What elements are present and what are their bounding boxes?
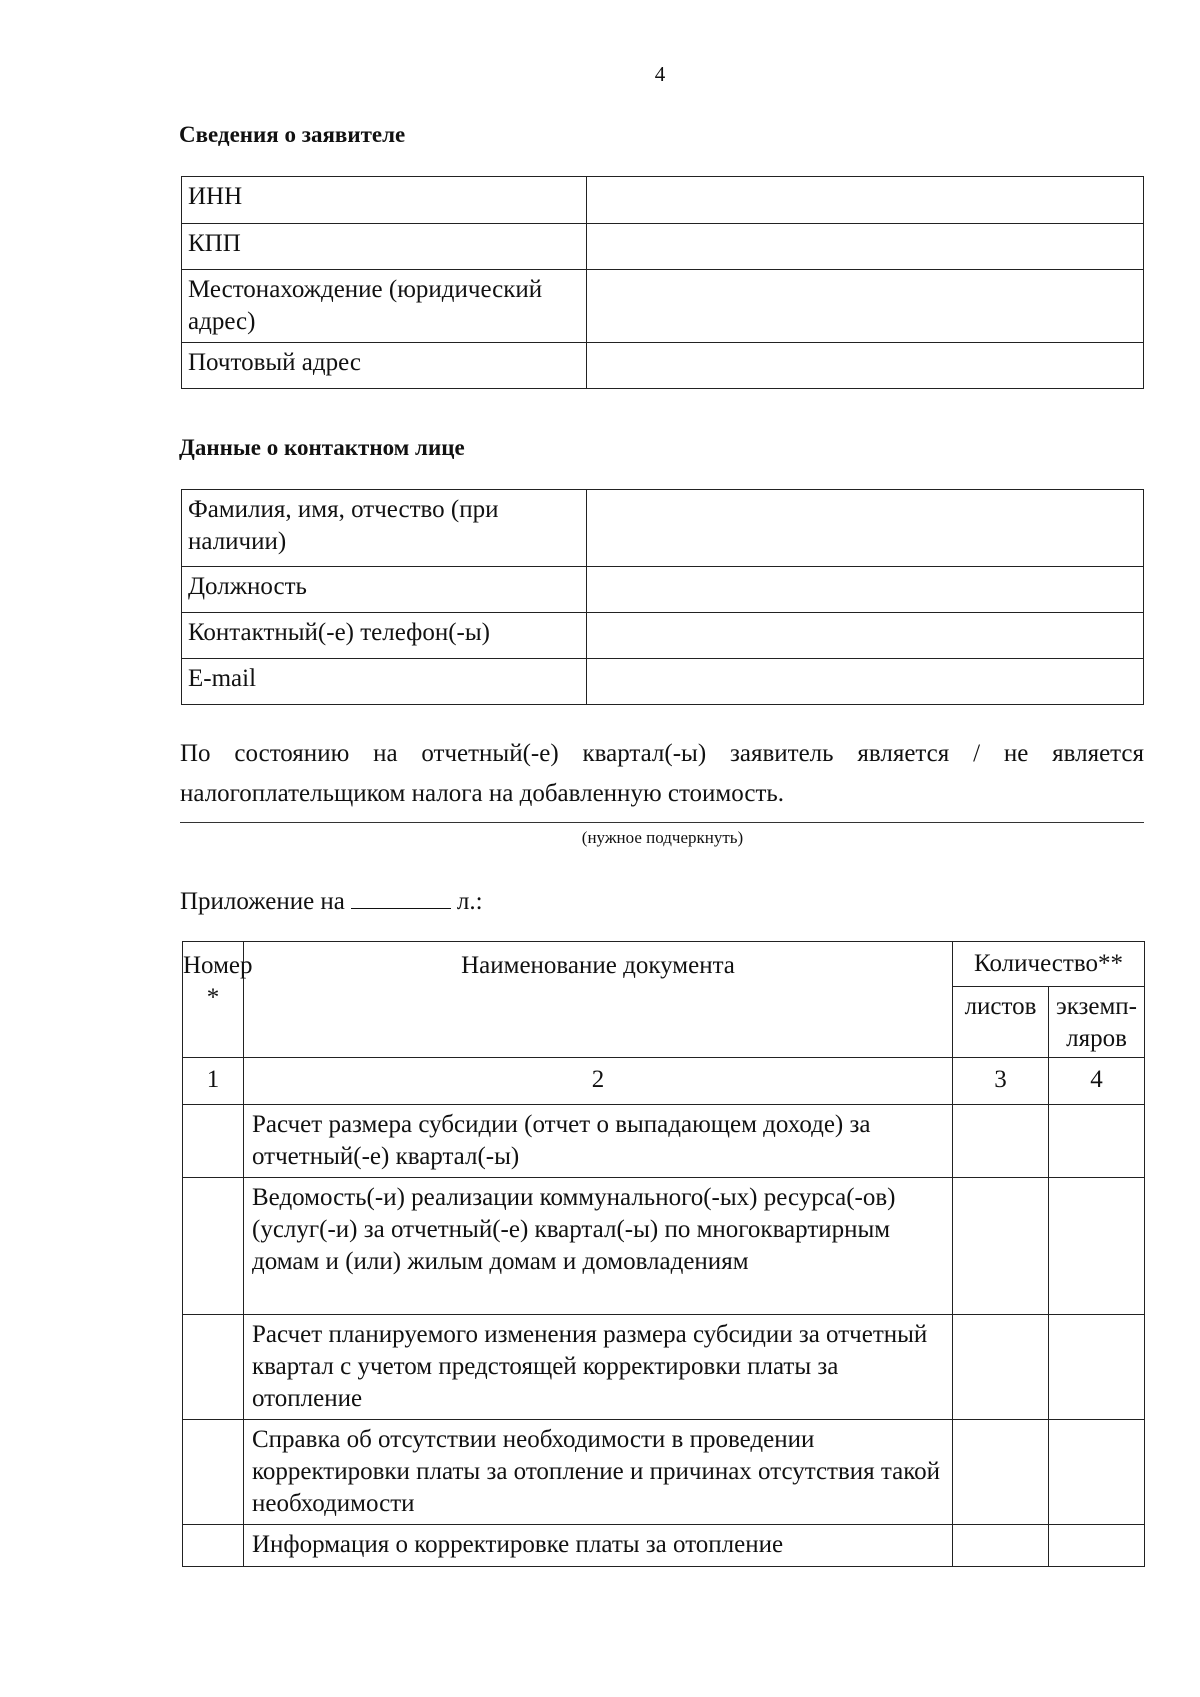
legal-address-field[interactable]: [587, 270, 1144, 343]
appendix-prefix: Приложение на: [180, 888, 345, 915]
table-header-row: [183, 942, 1145, 987]
column-number: 1: [183, 1058, 244, 1105]
document-name-cell: Информация о корректировке платы за отопление: [244, 1525, 953, 1567]
sheets-cell[interactable]: [953, 1420, 1049, 1525]
inn-label: ИНН: [182, 177, 587, 224]
legal-address-label: Местонахождение (юридический адрес): [182, 270, 587, 343]
email-field[interactable]: [587, 659, 1144, 705]
column-number: 3: [953, 1058, 1049, 1105]
table-row: [182, 659, 1144, 705]
table-row: [182, 567, 1144, 613]
copies-cell[interactable]: [1049, 1420, 1145, 1525]
column-number: 2: [244, 1058, 953, 1105]
sheets-cell[interactable]: [953, 1178, 1049, 1315]
copies-cell[interactable]: [1049, 1105, 1145, 1178]
sheets-cell[interactable]: [953, 1315, 1049, 1420]
table-row: [182, 224, 1144, 270]
row-number-cell[interactable]: [183, 1315, 244, 1420]
appendix-sheet-count-field[interactable]: [351, 886, 451, 909]
postal-address-label: Почтовый адрес: [182, 343, 587, 389]
table-row: [183, 1525, 1145, 1567]
full-name-field[interactable]: [587, 490, 1144, 567]
table-row: [182, 270, 1144, 343]
table-row: [182, 490, 1144, 567]
column-number-row: [183, 1058, 1145, 1105]
document-name-cell: Справка об отсутствии необходимости в проведении корректировки платы за отопление и причинах отсутствия такой необходимости: [244, 1420, 953, 1525]
divider: [180, 822, 1144, 823]
position-field[interactable]: [587, 567, 1144, 613]
full-name-label: Фамилия, имя, отчество (при наличии): [182, 490, 587, 567]
appendix-line: [180, 886, 483, 916]
column-number: 4: [1049, 1058, 1145, 1105]
copies-cell[interactable]: [1049, 1525, 1145, 1567]
copies-cell[interactable]: [1049, 1315, 1145, 1420]
table-row: [183, 1178, 1145, 1315]
header-copies: экземп-ляров: [1049, 987, 1145, 1058]
header-number: Номер *: [183, 942, 244, 1058]
phone-label: Контактный(-е) телефон(-ы): [182, 613, 587, 659]
sheets-cell[interactable]: [953, 1105, 1049, 1178]
sheets-cell[interactable]: [953, 1525, 1049, 1567]
header-document-name: Наименование документа: [244, 942, 953, 1058]
row-number-cell[interactable]: [183, 1420, 244, 1525]
email-label: E-mail: [182, 659, 587, 705]
applicant-info-table: [181, 176, 1144, 389]
table-row: [182, 177, 1144, 224]
table-row: [183, 1420, 1145, 1525]
phone-field[interactable]: [587, 613, 1144, 659]
row-number-cell[interactable]: [183, 1178, 244, 1315]
kpp-field[interactable]: [587, 224, 1144, 270]
vat-hint: (нужное подчеркнуть): [581, 828, 744, 847]
applicant-section-heading: Сведения о заявителе: [179, 122, 406, 147]
table-row: [183, 1105, 1145, 1178]
row-number-cell[interactable]: [183, 1525, 244, 1567]
contact-info-table: [181, 489, 1144, 705]
document-name-cell: Ведомость(-и) реализации коммунального(-ых) ресурса(-ов) (услуг(-и) за отчетный(-е) квартал(-ы) по многоквартирным домам и (или) жилым домам и домовладениям: [244, 1178, 953, 1315]
table-row: [183, 1315, 1145, 1420]
documents-table: [182, 941, 1145, 1567]
inn-field[interactable]: [587, 177, 1144, 224]
page-number: 4: [654, 62, 666, 86]
copies-cell[interactable]: [1049, 1178, 1145, 1315]
header-sheets: листов: [953, 987, 1049, 1058]
appendix-suffix: л.:: [456, 888, 483, 915]
position-label: Должность: [182, 567, 587, 613]
document-name-cell: Расчет размера субсидии (отчет о выпадающем доходе) за отчетный(-е) квартал(-ы): [244, 1105, 953, 1178]
document-name-cell: Расчет планируемого изменения размера субсидии за отчетный квартал с учетом предстоящей корректировки платы за отопление: [244, 1315, 953, 1420]
table-row: [182, 613, 1144, 659]
row-number-cell[interactable]: [183, 1105, 244, 1178]
vat-statement: По состоянию на отчетный(-е) квартал(-ы) заявитель является / не является налогоплательщиком налога на добавленную стоимость.: [180, 740, 1144, 807]
kpp-label: КПП: [182, 224, 587, 270]
contact-section-heading: Данные о контактном лице: [179, 435, 465, 460]
postal-address-field[interactable]: [587, 343, 1144, 389]
header-quantity: Количество**: [953, 942, 1145, 987]
table-row: [182, 343, 1144, 389]
